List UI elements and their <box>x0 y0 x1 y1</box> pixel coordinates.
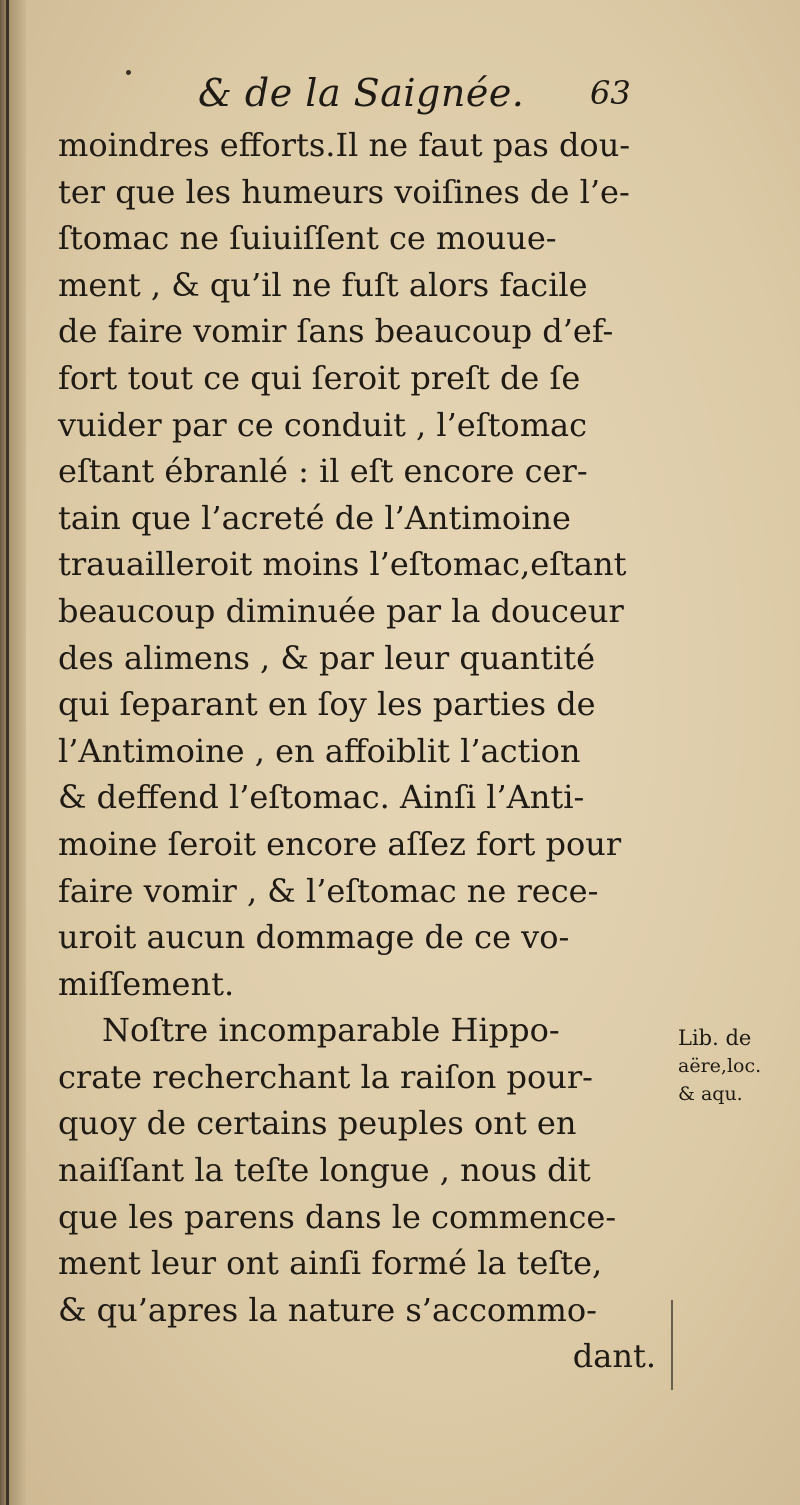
paragraph-start-line: Noſtre incomparable Hippo- <box>102 1011 560 1050</box>
text-line: miſſement. <box>58 964 235 1003</box>
page-header <box>0 68 800 118</box>
text-line: quoy de certains peuples ont en <box>58 1104 577 1143</box>
margin-note <box>678 1024 796 1108</box>
margin-note-line: & aqu. <box>678 1083 743 1105</box>
margin-note-line: Lib. de <box>678 1026 752 1050</box>
text-line: naiſſant la teſte longue , nous dit <box>58 1151 591 1190</box>
text-line: & qu’apres la nature s’accommo- <box>58 1290 597 1329</box>
text-line: que les parens dans le commence- <box>58 1197 617 1236</box>
text-line: moine ſeroit encore aſſez fort pour <box>58 824 622 863</box>
text-line: trauailleroit moins l’eſtomac,eſtant <box>58 545 627 584</box>
page-gutter <box>0 0 26 1505</box>
text-line: vuider par ce conduit , l’eſtomac <box>58 405 588 444</box>
text-line: tain que l’acreté de l’Antimoine <box>58 498 571 537</box>
text-line: ment , & qu’il ne fuſt alors facile <box>58 265 588 304</box>
text-line: faire vomir , & l’eſtomac ne rece- <box>58 871 599 910</box>
running-title: & de la Saignée. <box>198 71 525 115</box>
margin-note-line: aëre,loc. <box>678 1055 762 1077</box>
text-line: moindres efforts.Il ne faut pas dou- <box>58 126 631 164</box>
text-line: crate recherchant la raiſon pour- <box>58 1057 593 1096</box>
text-line: ment leur ont ainſi formé la teſte, <box>58 1244 603 1283</box>
text-line: l’Antimoine , en affoiblit l’action <box>58 731 581 770</box>
text-line: eſtant ébranlé : il eſt encore cer- <box>58 452 588 491</box>
text-line: ſtomac ne ſuiuiſſent ce mouue- <box>58 219 557 258</box>
text-line: fort tout ce qui ſeroit preſt de ſe <box>58 358 581 397</box>
page-number: 63 <box>590 74 631 112</box>
text-line: qui ſeparant en ſoy les parties de <box>58 685 596 724</box>
catchword: dant. <box>572 1337 656 1376</box>
gutter-edge-line <box>6 0 9 1505</box>
body-text <box>58 122 658 1380</box>
text-line: ter que les humeurs voiſines de l’e- <box>58 172 630 211</box>
text-line: beaucoup diminuée par la douceur <box>58 591 624 630</box>
text-line: & deffend l’eſtomac. Ainſi l’Anti- <box>58 778 585 817</box>
text-line: des alimens , & par leur quantité <box>58 638 595 677</box>
text-line: uroit aucun dommage de ce vo- <box>58 918 570 957</box>
margin-rule-mark <box>671 1300 673 1390</box>
text-line: de faire vomir ſans beaucoup d’ef- <box>58 312 614 351</box>
